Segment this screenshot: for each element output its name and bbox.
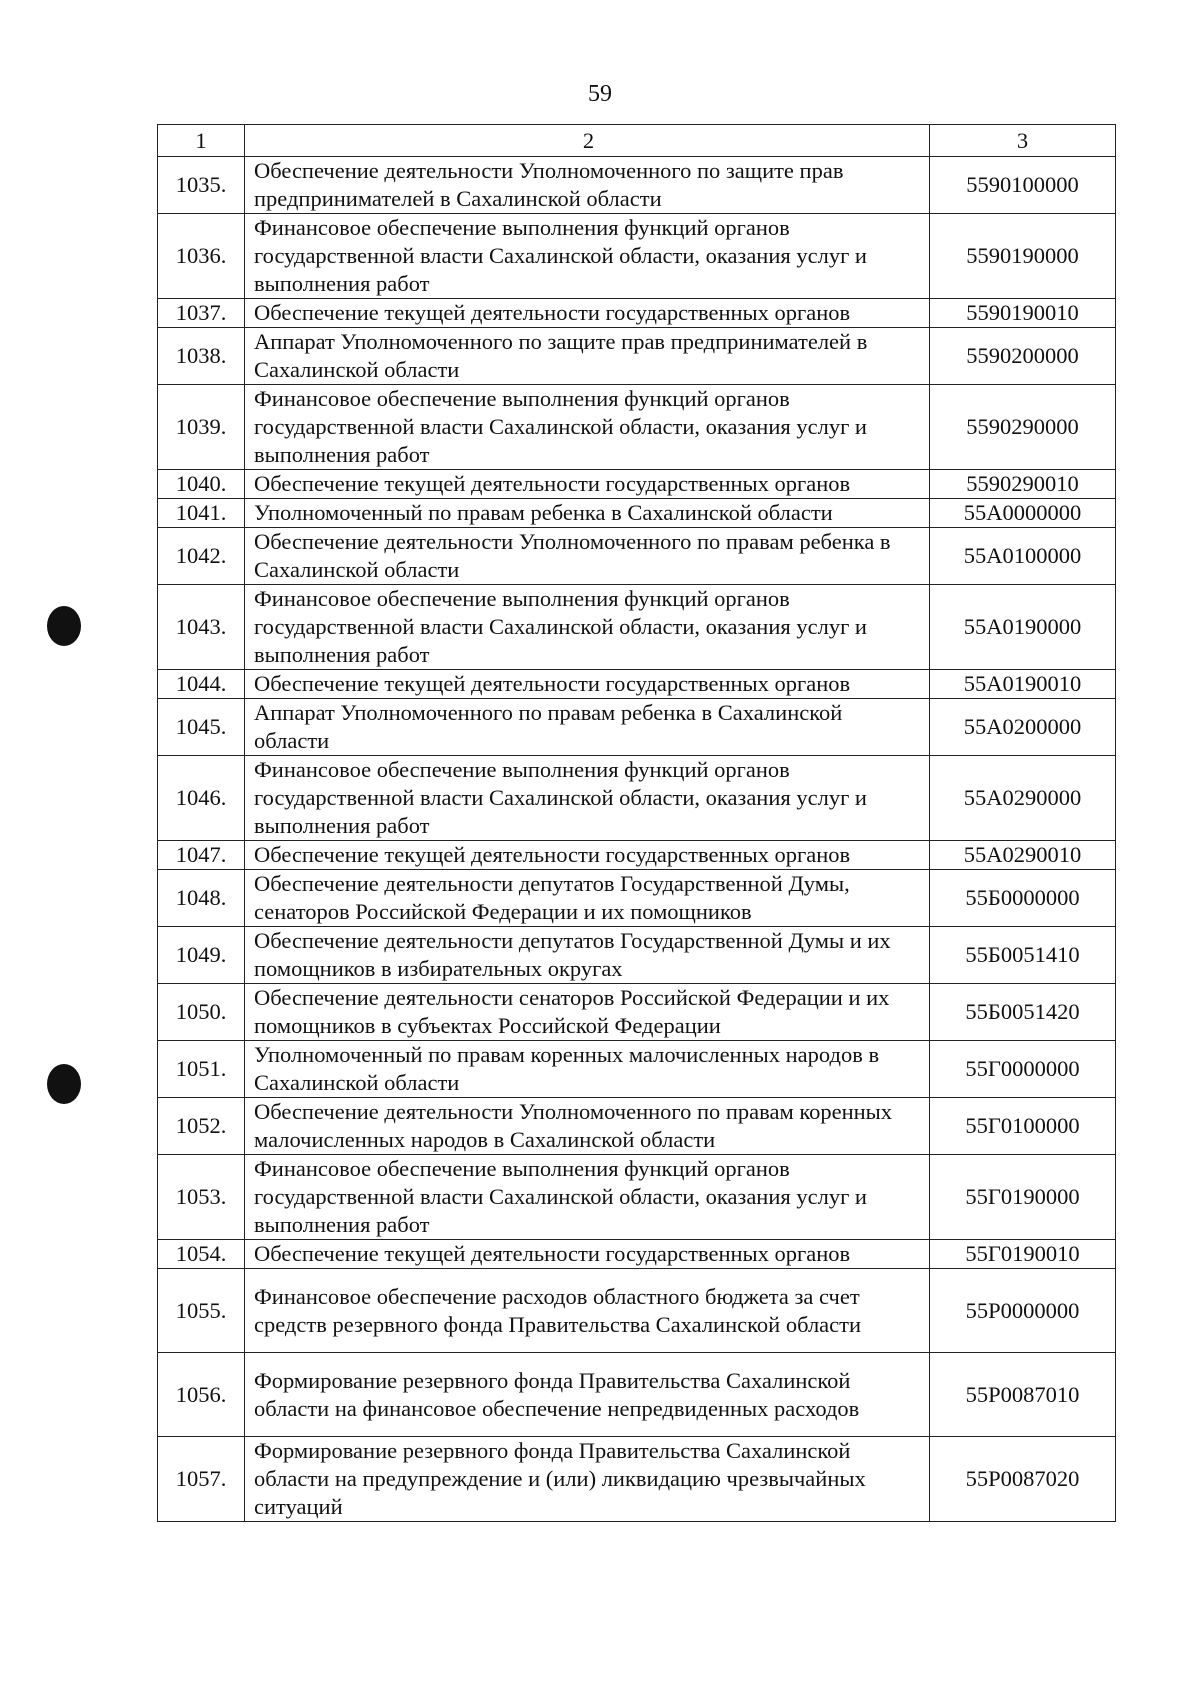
budget-code-table [157, 124, 1116, 1522]
row-number: 1054. [158, 1240, 245, 1269]
row-name: Обеспечение текущей деятельности государственных органов [245, 470, 930, 499]
row-code: 5590100000 [930, 157, 1116, 214]
table-row [158, 528, 1116, 585]
row-code: 55Р0087010 [930, 1353, 1116, 1437]
row-name: Финансовое обеспечение выполнения функций органов государственной власти Сахалинской области, оказания услуг и выполнения работ [245, 585, 930, 670]
table-row [158, 1437, 1116, 1522]
row-number: 1039. [158, 385, 245, 470]
table-row [158, 1155, 1116, 1240]
row-number: 1041. [158, 499, 245, 528]
row-code: 55А0000000 [930, 499, 1116, 528]
punch-hole-mark [47, 606, 81, 646]
row-name: Обеспечение текущей деятельности государственных органов [245, 299, 930, 328]
table-row [158, 1041, 1116, 1098]
table-row [158, 984, 1116, 1041]
row-code: 5590190000 [930, 214, 1116, 299]
row-number: 1056. [158, 1353, 245, 1437]
table-row [158, 214, 1116, 299]
row-number: 1040. [158, 470, 245, 499]
row-number: 1043. [158, 585, 245, 670]
row-number: 1042. [158, 528, 245, 585]
row-name: Обеспечение деятельности депутатов Государственной Думы и их помощников в избирательных округах [245, 927, 930, 984]
row-code: 5590200000 [930, 328, 1116, 385]
row-code: 5590290000 [930, 385, 1116, 470]
row-name: Уполномоченный по правам ребенка в Сахалинской области [245, 499, 930, 528]
row-number: 1057. [158, 1437, 245, 1522]
row-code: 55Б0051410 [930, 927, 1116, 984]
table-row [158, 841, 1116, 870]
table-row [158, 157, 1116, 214]
page-number: 59 [588, 81, 612, 107]
row-name: Формирование резервного фонда Правительства Сахалинской области на финансовое обеспечение непредвиденных расходов [245, 1353, 930, 1437]
row-number: 1038. [158, 328, 245, 385]
row-name: Финансовое обеспечение выполнения функций органов государственной власти Сахалинской области, оказания услуг и выполнения работ [245, 1155, 930, 1240]
row-name: Обеспечение деятельности Уполномоченного по правам ребенка в Сахалинской области [245, 528, 930, 585]
row-code: 55А0290010 [930, 841, 1116, 870]
row-code: 5590190010 [930, 299, 1116, 328]
row-code: 55А0100000 [930, 528, 1116, 585]
row-number: 1049. [158, 927, 245, 984]
row-code: 55А0190000 [930, 585, 1116, 670]
row-number: 1051. [158, 1041, 245, 1098]
table-row [158, 670, 1116, 699]
row-name: Аппарат Уполномоченного по правам ребенка в Сахалинской области [245, 699, 930, 756]
table-row [158, 299, 1116, 328]
table-row [158, 328, 1116, 385]
table-row [158, 927, 1116, 984]
table-row [158, 585, 1116, 670]
row-code: 55Б0051420 [930, 984, 1116, 1041]
row-code: 55Г0190010 [930, 1240, 1116, 1269]
row-name: Обеспечение деятельности депутатов Государственной Думы, сенаторов Российской Федерации и их помощников [245, 870, 930, 927]
row-code: 5590290010 [930, 470, 1116, 499]
row-name: Финансовое обеспечение выполнения функций органов государственной власти Сахалинской области, оказания услуг и выполнения работ [245, 756, 930, 841]
row-number: 1037. [158, 299, 245, 328]
row-code: 55Р0000000 [930, 1269, 1116, 1353]
column-header: 2 [245, 125, 930, 157]
row-name: Финансовое обеспечение выполнения функций органов государственной власти Сахалинской области, оказания услуг и выполнения работ [245, 385, 930, 470]
row-code: 55А0290000 [930, 756, 1116, 841]
row-code: 55Г0190000 [930, 1155, 1116, 1240]
column-header: 3 [930, 125, 1116, 157]
row-name: Обеспечение деятельности Уполномоченного по защите прав предпринимателей в Сахалинской области [245, 157, 930, 214]
row-number: 1044. [158, 670, 245, 699]
row-number: 1045. [158, 699, 245, 756]
row-code: 55Г0100000 [930, 1098, 1116, 1155]
table-header-row [158, 125, 1116, 157]
table-row [158, 470, 1116, 499]
row-number: 1050. [158, 984, 245, 1041]
row-number: 1052. [158, 1098, 245, 1155]
row-number: 1046. [158, 756, 245, 841]
table-row [158, 1098, 1116, 1155]
row-code: 55Б0000000 [930, 870, 1116, 927]
row-name: Уполномоченный по правам коренных малочисленных народов в Сахалинской области [245, 1041, 930, 1098]
table-row [158, 499, 1116, 528]
row-name: Обеспечение текущей деятельности государственных органов [245, 1240, 930, 1269]
row-number: 1053. [158, 1155, 245, 1240]
row-number: 1036. [158, 214, 245, 299]
row-name: Обеспечение текущей деятельности государственных органов [245, 670, 930, 699]
row-number: 1047. [158, 841, 245, 870]
table-row [158, 699, 1116, 756]
row-code: 55А0200000 [930, 699, 1116, 756]
table-row [158, 385, 1116, 470]
row-code: 55А0190010 [930, 670, 1116, 699]
row-name: Обеспечение деятельности Уполномоченного по правам коренных малочисленных народов в Сахалинской области [245, 1098, 930, 1155]
table-row [158, 870, 1116, 927]
row-number: 1035. [158, 157, 245, 214]
punch-hole-mark [47, 1064, 81, 1104]
row-code: 55Р0087020 [930, 1437, 1116, 1522]
table-row [158, 756, 1116, 841]
row-name: Обеспечение текущей деятельности государственных органов [245, 841, 930, 870]
row-number: 1048. [158, 870, 245, 927]
table-row [158, 1240, 1116, 1269]
row-name: Обеспечение деятельности сенаторов Российской Федерации и их помощников в субъектах Российской Федерации [245, 984, 930, 1041]
row-name: Формирование резервного фонда Правительства Сахалинской области на предупреждение и (или) ликвидацию чрезвычайных ситуаций [245, 1437, 930, 1522]
row-code: 55Г0000000 [930, 1041, 1116, 1098]
row-name: Аппарат Уполномоченного по защите прав предпринимателей в Сахалинской области [245, 328, 930, 385]
row-name: Финансовое обеспечение расходов областного бюджета за счет средств резервного фонда Правительства Сахалинской области [245, 1269, 930, 1353]
column-header: 1 [158, 125, 245, 157]
row-number: 1055. [158, 1269, 245, 1353]
table-row [158, 1353, 1116, 1437]
table-row [158, 1269, 1116, 1353]
row-name: Финансовое обеспечение выполнения функций органов государственной власти Сахалинской области, оказания услуг и выполнения работ [245, 214, 930, 299]
